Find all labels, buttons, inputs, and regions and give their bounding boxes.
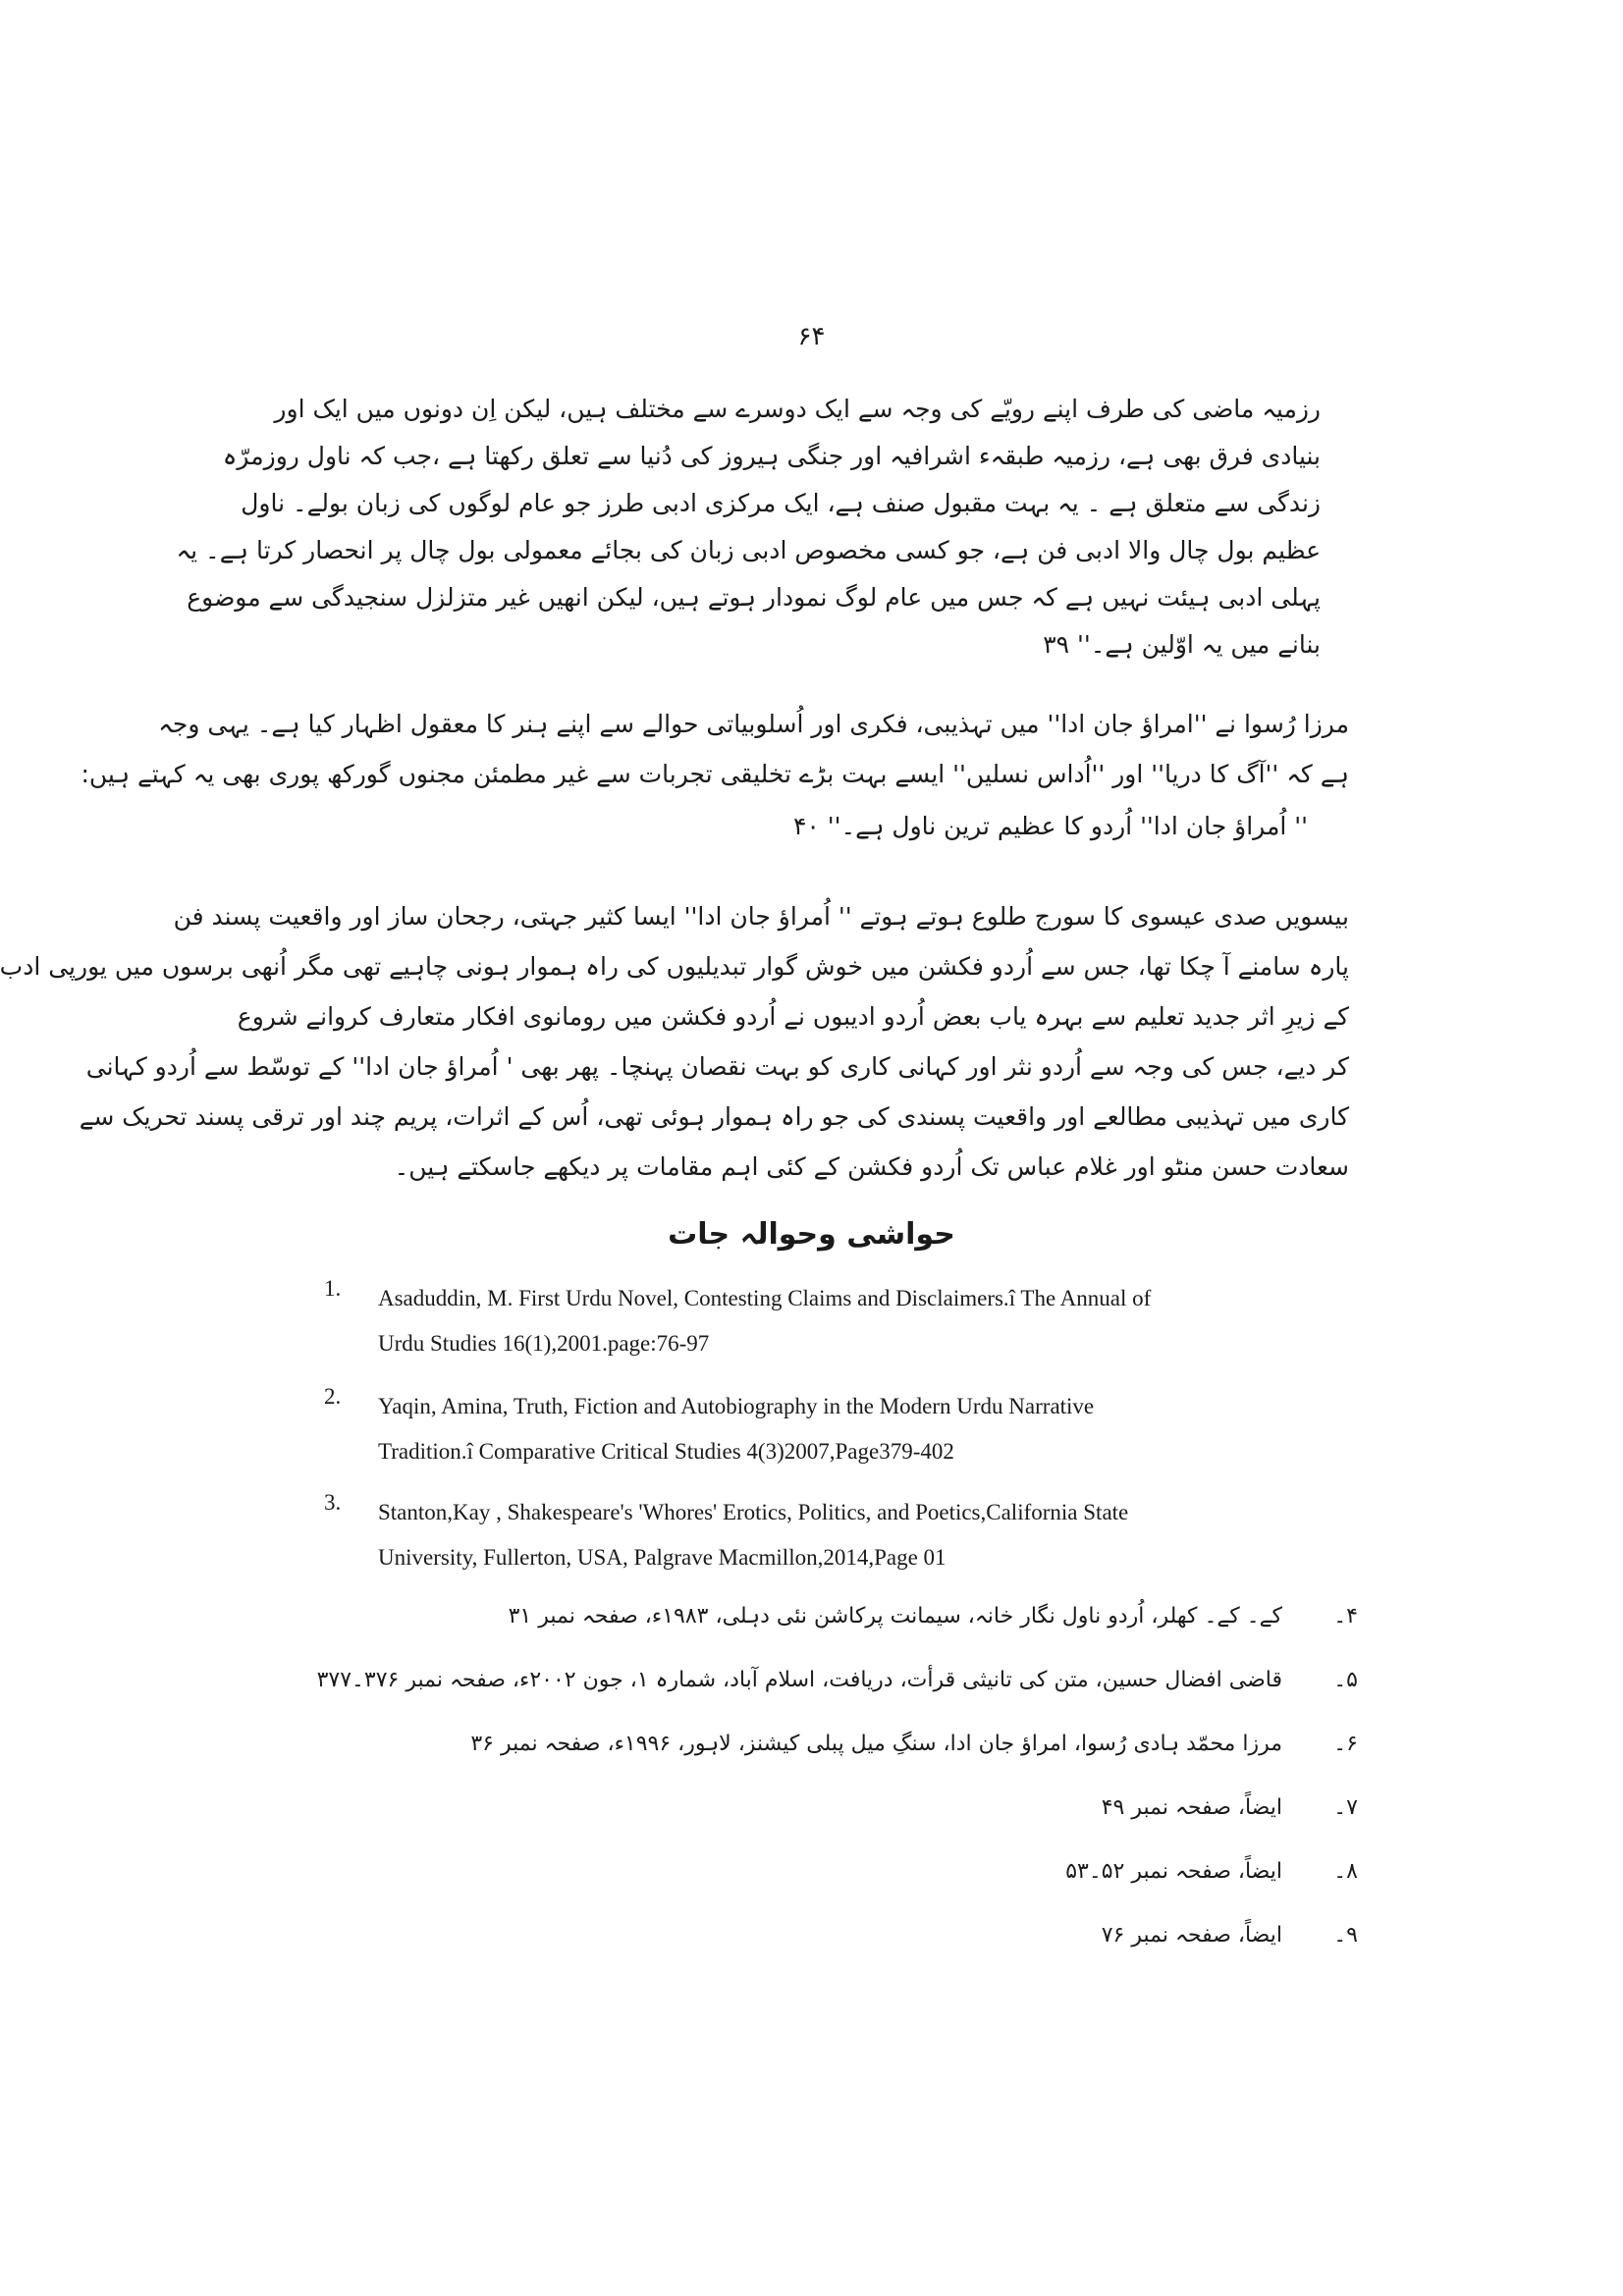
inline-quote <box>316 801 1308 851</box>
quote-line: بنیادی فرق بھی ہے، رزمیہ طبقہء اشرافیہ اور جنگی ہیروز کی دُنیا سے تعلق رکھتا ہے ،جب کہ ناول روزمرّہ <box>222 442 1321 470</box>
quote-line: زندگی سے متعلق ہے ۔ یہ بہت مقبول صنف ہے، ایک مرکزی ادبی طرز جو عام لوگوں کی زبان بولے۔ ناول <box>241 489 1321 517</box>
reference-line: Asaduddin, M. First Urdu Novel, Contesting Claims and Disclaimers.î The Annual of <box>378 1286 1152 1310</box>
reference-line: University, Fullerton, USA, Palgrave Macmillon,2014,Page 01 <box>378 1545 947 1570</box>
paragraph <box>81 699 1349 799</box>
reference-item <box>324 1276 1306 1366</box>
reference-item <box>324 1490 1306 1580</box>
page-number: ۶۴ <box>797 322 826 351</box>
reference-number: ۹۔ <box>1333 1923 1358 1948</box>
reference-number: ۵۔ <box>1333 1668 1358 1692</box>
reference-number: ۶۔ <box>1333 1732 1358 1756</box>
block-quote <box>176 386 1321 668</box>
quote-line: '' اُمراؤ جان ادا'' اُردو کا عظیم ترین ناول ہے۔'' ۴۰ <box>792 812 1308 840</box>
reference-line: Urdu Studies 16(1),2001.page:76-97 <box>378 1331 710 1356</box>
reference-item <box>509 1595 1358 1638</box>
quote-line: رزمیہ ماضی کی طرف اپنے رویّے کی وجہ سے ایک دوسرے سے مختلف ہیں، لیکن اِن دونوں میں ایک اور <box>274 395 1321 423</box>
paragraph <box>0 891 1349 1192</box>
paragraph-line: کاری میں تہذیبی مطالعے اور واقعیت پسندی کی جو راہ ہموار ہوئی تھی، اُس کے اثرات، پریم چند اور ترقی پسند تحریک سے <box>79 1102 1349 1131</box>
reference-line: Yaqin, Amina, Truth, Fiction and Autobiography in the Modern Urdu Narrative <box>378 1394 1095 1418</box>
quote-line: بنانے میں یہ اوّلین ہے۔'' ۳۹ <box>1043 630 1321 659</box>
reference-item <box>324 1384 1306 1474</box>
reference-item <box>1065 1850 1358 1894</box>
paragraph-line: پارہ سامنے آ چکا تھا، جس سے اُردو فکشن میں خوش گوار تبدیلیوں کی راہ ہموار ہونی چاہیے تھی مگر اُنھی برسوں میں یورپی ادب <box>0 952 1349 981</box>
reference-number: 3. <box>324 1490 342 1515</box>
reference-text: ایضاً، صفحہ نمبر ۴۹ <box>1101 1795 1282 1820</box>
paragraph-line: ہے کہ ''آگ کا دریا'' اور ''اُداس نسلیں'' ایسے بہت بڑے تخلیقی تجربات سے غیر مطمئن مجنوں گورکھ پوری بھی یہ کہتے ہیں: <box>81 760 1349 788</box>
reference-line: Tradition.î Comparative Critical Studies 4(3)2007,Page379-402 <box>378 1439 954 1464</box>
reference-text: ایضاً، صفحہ نمبر ۷۶ <box>1101 1923 1282 1948</box>
paragraph-line: سعادت حسن منٹو اور غلام عباس تک اُردو فکشن کے کئی اہم مقامات پر دیکھے جاسکتے ہیں۔ <box>394 1152 1349 1181</box>
reference-number: ۷۔ <box>1333 1795 1358 1820</box>
reference-number: ۸۔ <box>1333 1859 1358 1884</box>
paragraph-line: بیسویں صدی عیسوی کا سورج طلوع ہوتے ہوتے '' اُمراؤ جان ادا'' ایسا کثیر جہتی، رجحان ساز اور واقعیت پسند فن <box>173 902 1349 931</box>
quote-line: پہلی ادبی ہیئت نہیں ہے کہ جس میں عام لوگ نمودار ہوتے ہیں، لیکن انھیں غیر متزلزل سنجیدگی سے موضوع <box>187 583 1321 612</box>
reference-item <box>1102 1914 1358 1957</box>
reference-text: ایضاً، صفحہ نمبر ۵۲۔۵۳ <box>1065 1859 1282 1884</box>
paragraph-line: کر دیے، جس کی وجہ سے اُردو نثر اور کہانی کاری کو بہت نقصان پہنچا۔ پھر بھی ' اُمراؤ جان ادا'' کے توسّط سے اُردو کہانی <box>85 1052 1349 1081</box>
quote-line: عظیم بول چال والا ادبی فن ہے، جو کسی مخصوص ادبی زبان کی بجائے معمولی بول چال پر انحصار کرتا ہے۔ یہ <box>176 536 1321 564</box>
reference-item <box>317 1659 1358 1702</box>
paragraph-line: کے زیرِ اثر جدید تعلیم سے بہرہ یاب بعض اُردو ادیبوں نے اُردو فکشن میں رومانوی افکار متعارف کروانے شروع <box>237 1002 1349 1031</box>
section-heading: حواشی وحوالہ جات <box>668 1217 955 1252</box>
reference-item <box>470 1723 1358 1766</box>
reference-number: 1. <box>324 1276 342 1301</box>
reference-text: کے۔ کے۔ کھلر، اُردو ناول نگار خانہ، سیمانت پرکاشن نئی دہلی، ۱۹۸۳ء، صفحہ نمبر ۳۱ <box>508 1604 1282 1629</box>
reference-line: Stanton,Kay , Shakespeare's 'Whores' Erotics, Politics, and Poetics,California State <box>378 1500 1129 1524</box>
reference-text: قاضی افضال حسین، متن کی تانیثی قرأت، دریافت، اسلام آباد، شمارہ ۱، جون ۲۰۰۲ء، صفحہ نمبر ۳۷۶۔۳۷۷ <box>316 1668 1282 1692</box>
paragraph-line: مرزا رُسوا نے ''امراؤ جان ادا'' میں تہذیبی، فکری اور اُسلوبیاتی حوالے سے اپنے ہنر کا معقول اظہار کیا ہے۔ یہی وجہ <box>158 710 1349 738</box>
reference-text: مرزا محمّد ہادی رُسوا، امراؤ جان ادا، سنگِ میل پبلی کیشنز، لاہور، ۱۹۹۶ء، صفحہ نمبر ۳۶ <box>470 1732 1282 1756</box>
reference-number: 2. <box>324 1384 342 1409</box>
reference-item <box>1102 1787 1358 1830</box>
reference-number: ۴۔ <box>1333 1604 1358 1629</box>
